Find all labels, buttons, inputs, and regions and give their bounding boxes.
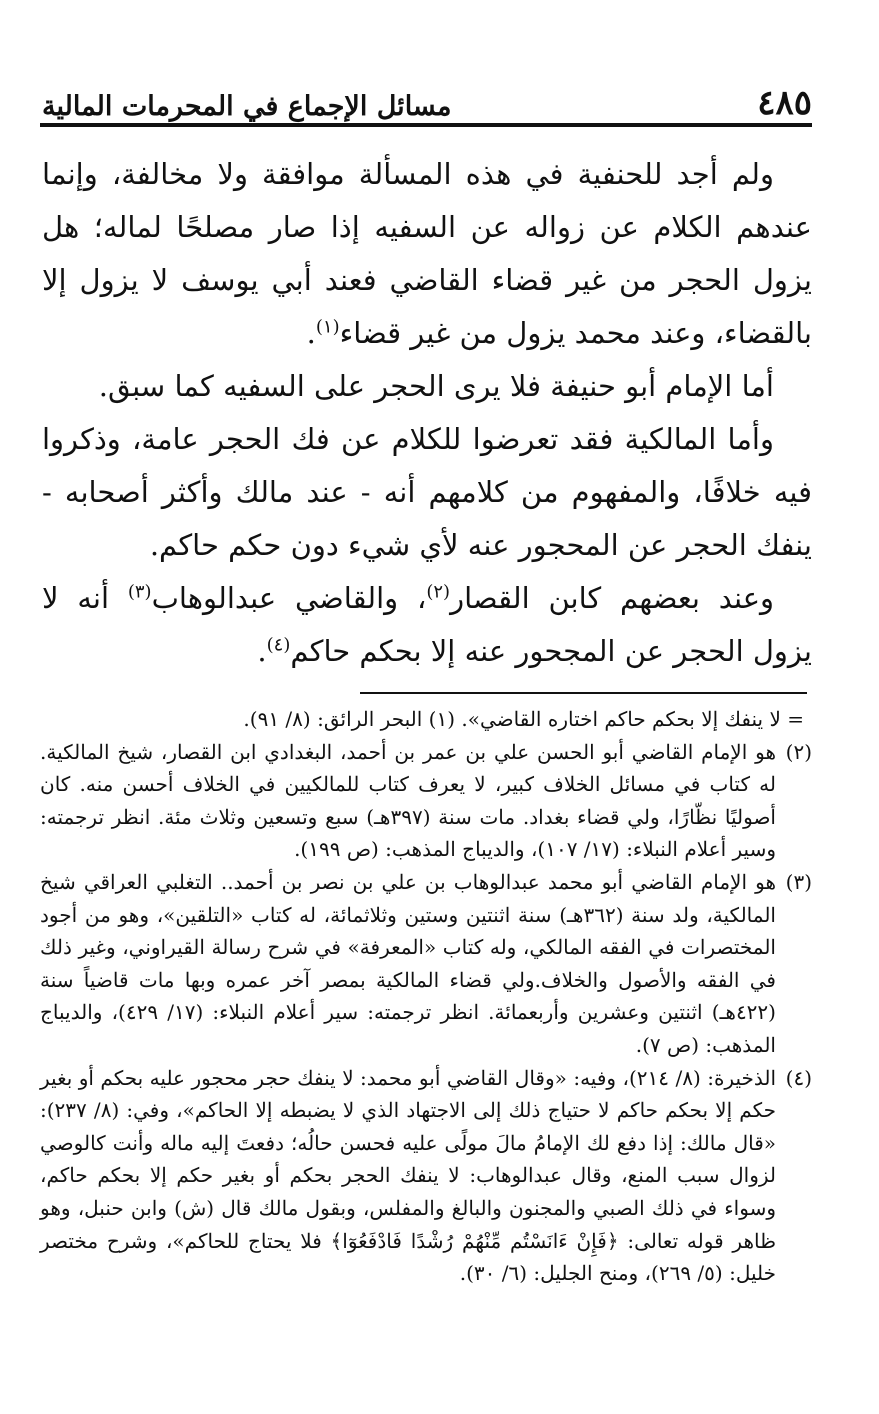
paragraph-4-part-b: ، والقاضي عبدالوهاب xyxy=(151,581,427,615)
footnote-ref-2: (٢) xyxy=(426,581,451,603)
footnote-ref-4: (٤) xyxy=(266,634,291,656)
header-rule xyxy=(40,123,812,127)
footnote-3-text: هو الإمام القاضي أبو محمد عبدالوهاب بن علي بن نصر بن أحمد.. التغلبي العراقي شيخ المالكية، ولد سنة (٣٦٢هـ) سنة اثنتين وستين وثلاثمائة، له كتاب «التلقين»، وهو من أجود المختصرات في الفقه المالكي، وله كتاب «المعرفة» في شرح رسالة القيراوني، وغير ذلك في الفقه والأصول والخلاف.ولي قضاء المالكية بمصر آخر عمره وبها مات قاضياً سنة (٤٢٢هـ) اثنتين وعشرين وأربعمائة. انظر ترجمته: سير أعلام النبلاء: (١٧/ ٤٢٩)، والديباج المذهب: (ص ٧). xyxy=(40,869,776,1057)
footnote-4-text: الذخيرة: (٨/ ٢١٤)، وفيه: «وقال القاضي أبو محمد: لا ينفك حجر محجور عليه بحكم أو بغير حكم إلا بحكم حاكم لا حتياج ذلك إلى الاجتهاد الذي لا يضبطه إلا الحاكم»، وفي: (٨/ ٢٣٧): «قال مالك: إذا دفع لك الإمامُ مالَ مولًى عليه فحسن حالُه؛ دفعتَ إليه ماله وأنت كالوصي لزوال سبب المنع، وقال عبدالوهاب: لا ينفك الحجر بحكم أو بغير حكم إلا بحكم حاكم، وسواء في ذلك الصبي والمجنون والبالغ والمفلس، وبقول مالك قال (ش) وابن حنبل، وهو ظاهر قوله تعالى: ﴿فَإِنْ ءَانَسْتُم مِّنْهُمْ رُشْدًا فَادْفَعُوٓا﴾ فلا يحتاج للحاكم»، وشرح مختصر خليل: (٥/ ٢٦٩)، ومنح الجليل: (٦/ ٣٠). xyxy=(40,1065,777,1286)
footnote-4 xyxy=(40,1062,812,1290)
main-text xyxy=(42,148,812,678)
footnote-4-number: (٤) xyxy=(785,1065,812,1090)
footnote-separator xyxy=(360,692,807,694)
paragraph-2: أما الإمام أبو حنيفة فلا يرى الحجر على السفيه كما سبق. xyxy=(98,369,774,403)
footnote-ref-3: (٣) xyxy=(127,581,152,603)
paragraph-3: وأما المالكية فقد تعرضوا للكلام عن فك الحجر عامة، وذكروا فيه خلافًا، والمفهوم من كلامهم أنه - عند مالك وأكثر أصحابه - ينفك الحجر عن المحجور عنه لأي شيء دون حكم حاكم. xyxy=(42,422,812,562)
paragraph-1-text: ولم أجد للحنفية في هذه المسألة موافقة ولا مخالفة، وإنما عندهم الكلام عن زواله عن السفيه إذا صار مصلحًا لماله؛ هل يزول الحجر من غير قضاء القاضي فعند أبي يوسف لا يزول إلا بالقضاء، وعند محمد يزول من غير قضاء xyxy=(42,157,812,350)
footnote-ref-1: (١) xyxy=(315,316,340,338)
footnote-2-number: (٢) xyxy=(785,739,812,764)
footnote-3 xyxy=(40,866,812,1062)
footnote-3-number: (٣) xyxy=(785,869,812,894)
footnote-2-text: هو الإمام القاضي أبو الحسن علي بن عمر بن أحمد، البغدادي ابن القصار، شيخ المالكية. له كتاب في مسائل الخلاف كبير، لا يعرف كتاب للمالكيين في الخلاف أحسن منه. كان أصوليًا نظّارًا، ولي قضاء بغداد. مات سنة (٣٩٧هـ) سبع وتسعين وثلاث مئة. انظر ترجمته: وسير أعلام النبلاء: (١٧/ ١٠٧)، والديباج المذهب: (ص ١٩٩). xyxy=(40,739,776,862)
running-header xyxy=(42,76,812,123)
paragraph-1 xyxy=(42,148,812,360)
paragraph-4-part-c: أنه لا يزول الحجر عن المجحور عنه إلا بحكم حاكم xyxy=(42,581,812,668)
paragraph-4 xyxy=(42,572,812,678)
footnote-continuation: = لا ينفك إلا بحكم حاكم اختاره القاضي». (١) البحر الرائق: (٨/ ٩١). xyxy=(243,707,804,731)
paragraph-4-end: . xyxy=(257,634,267,668)
page-number: ٤٨٥ xyxy=(757,83,812,123)
footnotes xyxy=(40,703,812,1290)
footnote-2 xyxy=(40,736,812,866)
paragraph-4-part-a: وعند بعضهم كابن القصار xyxy=(450,581,775,615)
paragraph-1-end: . xyxy=(306,316,316,350)
header-title: مسائل الإجماع في المحرمات المالية xyxy=(42,91,452,122)
